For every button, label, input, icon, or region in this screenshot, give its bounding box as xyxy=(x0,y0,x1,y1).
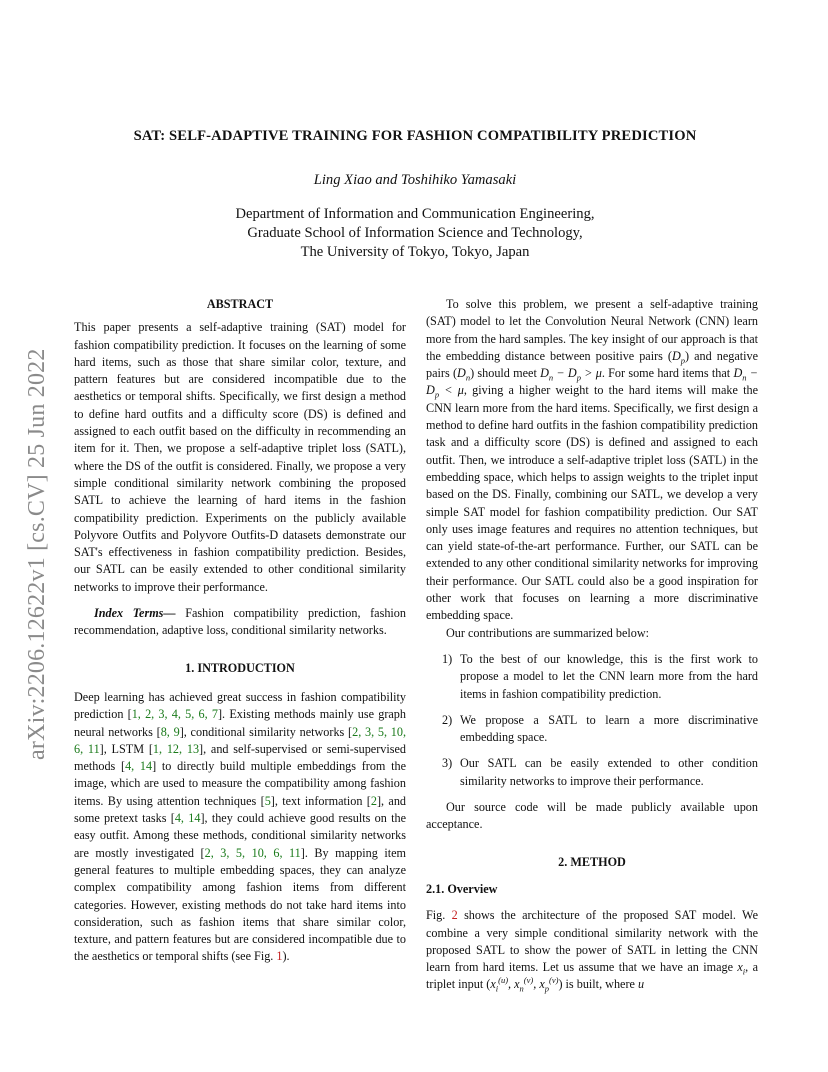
math-symbol: − D xyxy=(553,366,577,381)
list-number: 2) xyxy=(442,712,453,727)
intro-text: ]. Existing methods mainly use graph neural networks [ xyxy=(74,707,406,739)
method-text: shows the architecture of the proposed SAT model. We combine a very simple conditional similarity network with the proposed SATL to show the power of SATL in letting the CNN learn from hard items. Let us assume that we have an image xyxy=(426,908,758,975)
math-symbol: u xyxy=(637,977,645,992)
index-terms-label: Index Terms— xyxy=(94,606,176,621)
math-subscript: n xyxy=(742,372,747,383)
affiliation-line: The University of Tokyo, Tokyo, Japan xyxy=(300,244,530,260)
math-subscript: i xyxy=(495,983,499,994)
index-terms xyxy=(74,605,406,640)
abstract-text: This paper presents a self-adaptive training (SAT) model for fashion compatibility prediction. It focuses on the learning of some hard items, such as those that share similar color, texture, and pattern features but are considered incompatible due to the aesthetics or temporal shifts. Specifically, we first design a method to define hard outfits and a difficulty score (DS) is defined and assigned to each outfit based on the difficulty in recommending an item for it. Then, we propose a self-adaptive triplet loss (SATL), where the DS of the outfit is considered. Finally, we propose a very simple conditional similarity network combining the proposed SATL to achieve the learning of hard items in the fashion compatibility prediction. Experiments on the publicly available Polyvore Outfits and Polyvore Outfits-D datasets demonstrate our SAT's effectiveness in fashion compatibility prediction. Besides, our SATL can be easily extended to other conditional similarity networks to improve their performance. xyxy=(74,320,406,594)
list-number: 3) xyxy=(442,756,453,771)
math-symbol: D xyxy=(671,348,681,363)
intro-text: . For some hard items that xyxy=(601,366,734,381)
math-superscript: (v) xyxy=(549,975,559,986)
figure-link[interactable]: 1 xyxy=(276,949,283,964)
intro-text: ], and some pretext tasks [ xyxy=(74,793,407,826)
intro-heading: 1. INTRODUCTION xyxy=(185,660,295,675)
list-item-text: We propose a SATL to learn a more discriminative embedding space. xyxy=(460,712,758,745)
math-symbol: − D xyxy=(426,366,759,398)
index-terms-text: Fashion compatibility prediction, fashion recommendation, adaptive loss, conditional similarity networks. xyxy=(74,606,406,638)
math-symbol: x xyxy=(490,977,496,992)
figure-link[interactable]: 2 xyxy=(451,908,458,923)
affiliation-line: Department of Information and Communication Engineering, xyxy=(235,206,595,222)
intro-text: ]. By mapping item general features to multiple embedding spaces, they can analyze complex compatibility among fashion items from different categories. However, existing methods do not take hard items into consideration, such as fashion items that share similar color, texture, and pattern features but are considered incompatible due to the aesthetics or temporal shifts (see Fig. xyxy=(74,845,406,964)
math-superscript: (v) xyxy=(523,975,534,986)
citation-link[interactable]: 2, 3, 5, 10, 6, 11 xyxy=(74,724,407,756)
method-text: ) is built, where xyxy=(558,977,638,992)
intro-text: ], they could achieve good results on the easy outfit. Among these methods, conditional similarity networks are mostly investigated [ xyxy=(74,811,407,860)
citation-link[interactable]: 1, 2, 3, 4, 5, 6, 7 xyxy=(131,707,218,722)
intro-text: ], conditional similarity networks [ xyxy=(179,724,353,739)
math-subscript: p xyxy=(680,355,686,366)
list-item-text: Our SATL can be easily extended to other condition similarity networks to improve their performance. xyxy=(460,756,758,788)
math-subscript: n xyxy=(519,983,524,994)
citation-link[interactable]: 5 xyxy=(264,793,271,808)
list-item xyxy=(426,755,758,790)
intro-text: Deep learning has achieved great success in fashion compatibility prediction [ xyxy=(74,689,406,722)
math-subscript: n xyxy=(548,372,554,383)
citation-link[interactable]: 1, 12, 13 xyxy=(152,741,200,756)
intro-text: ) should meet xyxy=(470,366,541,381)
intro-paragraph xyxy=(74,689,406,966)
contributions-intro: Our contributions are summarized below: xyxy=(446,625,650,640)
list-number: 1) xyxy=(442,651,453,666)
arxiv-stamp[interactable]: arXiv:2206.12622v1 [cs.CV] 25 Jun 2022 xyxy=(24,348,50,760)
method-text: Fig. xyxy=(426,908,452,923)
math-symbol: x xyxy=(737,960,743,975)
math-subscript: p xyxy=(576,372,581,383)
math-symbol: , x xyxy=(533,977,545,992)
citation-link[interactable]: 2, 3, 5, 10, 6, 11 xyxy=(204,845,301,860)
math-subscript: i xyxy=(742,966,746,977)
method-heading: 2. METHOD xyxy=(558,854,626,869)
math-symbol: D xyxy=(457,366,466,381)
paper-title: SAT: SELF-ADAPTIVE TRAINING FOR FASHION COMPATIBILITY PREDICTION xyxy=(133,128,697,144)
intro-text: , giving a higher weight to the hard items will make the CNN learn more from the hard items. Specifically, we first design a method to define hard outfits in the fashion compatibility prediction task and a difficulty score (DS) is defined and assigned to each outfit. Then, we introduce a self-adaptive triplet loss (SATL) in the embedding space, which helps to assign weights to the triplet input based on the DS. Finally, combining our SATL, we develop a very simple SAT model for fashion compatibility prediction. Our SAT only uses image features and requires no attention techniques, but can yield state-of-the-art performance. Further, our SATL can be extended to any other conditional similarity networks for improving their performance. Our SATL could also be a good inspiration for other work that focuses on learning a more discriminative embedding space. xyxy=(426,383,758,623)
intro-text: To solve this problem, we present a self-adaptive training (SAT) model to let the Convolution Neural Network (CNN) learn more from the hard samples. The key insight of our approach is that the embedding distance between positive pairs ( xyxy=(426,297,758,363)
overview-subheading: 2.1. Overview xyxy=(426,881,498,896)
math-superscript: (u) xyxy=(498,975,509,986)
citation-link[interactable]: 4, 14 xyxy=(174,811,201,826)
right-column xyxy=(426,296,758,994)
math-symbol: > μ xyxy=(580,366,602,381)
list-item xyxy=(426,712,758,747)
list-item xyxy=(426,651,758,703)
math-subscript: p xyxy=(544,983,549,994)
intro-text: ] to directly build multiple embeddings from the image, which are used to measure the compatibility among fashion items. By using attention techniques [ xyxy=(74,759,407,808)
citation-link[interactable]: 2 xyxy=(370,793,377,808)
intro-text: ], text information [ xyxy=(270,793,371,808)
contributions-list xyxy=(426,651,758,790)
list-item-text: To the best of our knowledge, this is the first work to propose a model to let the CNN learn more from the hard items in fashion compatibility prediction. xyxy=(460,651,758,701)
citation-link[interactable]: 8, 9 xyxy=(160,724,180,739)
intro-continued-paragraph xyxy=(426,296,758,625)
method-paragraph xyxy=(426,907,758,993)
method-text: , a triplet input ( xyxy=(426,960,758,992)
intro-text: ], and self-supervised or semi-supervised methods [ xyxy=(74,741,406,774)
source-code-note: Our source code will be made publicly available upon acceptance. xyxy=(426,800,758,832)
left-column xyxy=(74,296,406,966)
math-symbol: < μ xyxy=(439,383,464,398)
intro-text: ], LSTM [ xyxy=(99,741,153,756)
paper-authors: Ling Xiao and Toshihiko Yamasaki xyxy=(313,172,517,188)
math-subscript: p xyxy=(434,389,440,400)
abstract-heading: ABSTRACT xyxy=(206,297,274,311)
math-symbol: , x xyxy=(508,977,520,992)
intro-text: ) and negative pairs ( xyxy=(426,348,759,381)
math-symbol: D xyxy=(733,366,743,381)
affiliation-line: Graduate School of Information Science and Technology, xyxy=(247,225,583,241)
intro-text: ). xyxy=(282,949,290,964)
affiliation xyxy=(74,205,756,262)
math-symbol: D xyxy=(540,366,549,381)
math-subscript: n xyxy=(465,372,471,383)
citation-link[interactable]: 4, 14 xyxy=(125,759,153,774)
